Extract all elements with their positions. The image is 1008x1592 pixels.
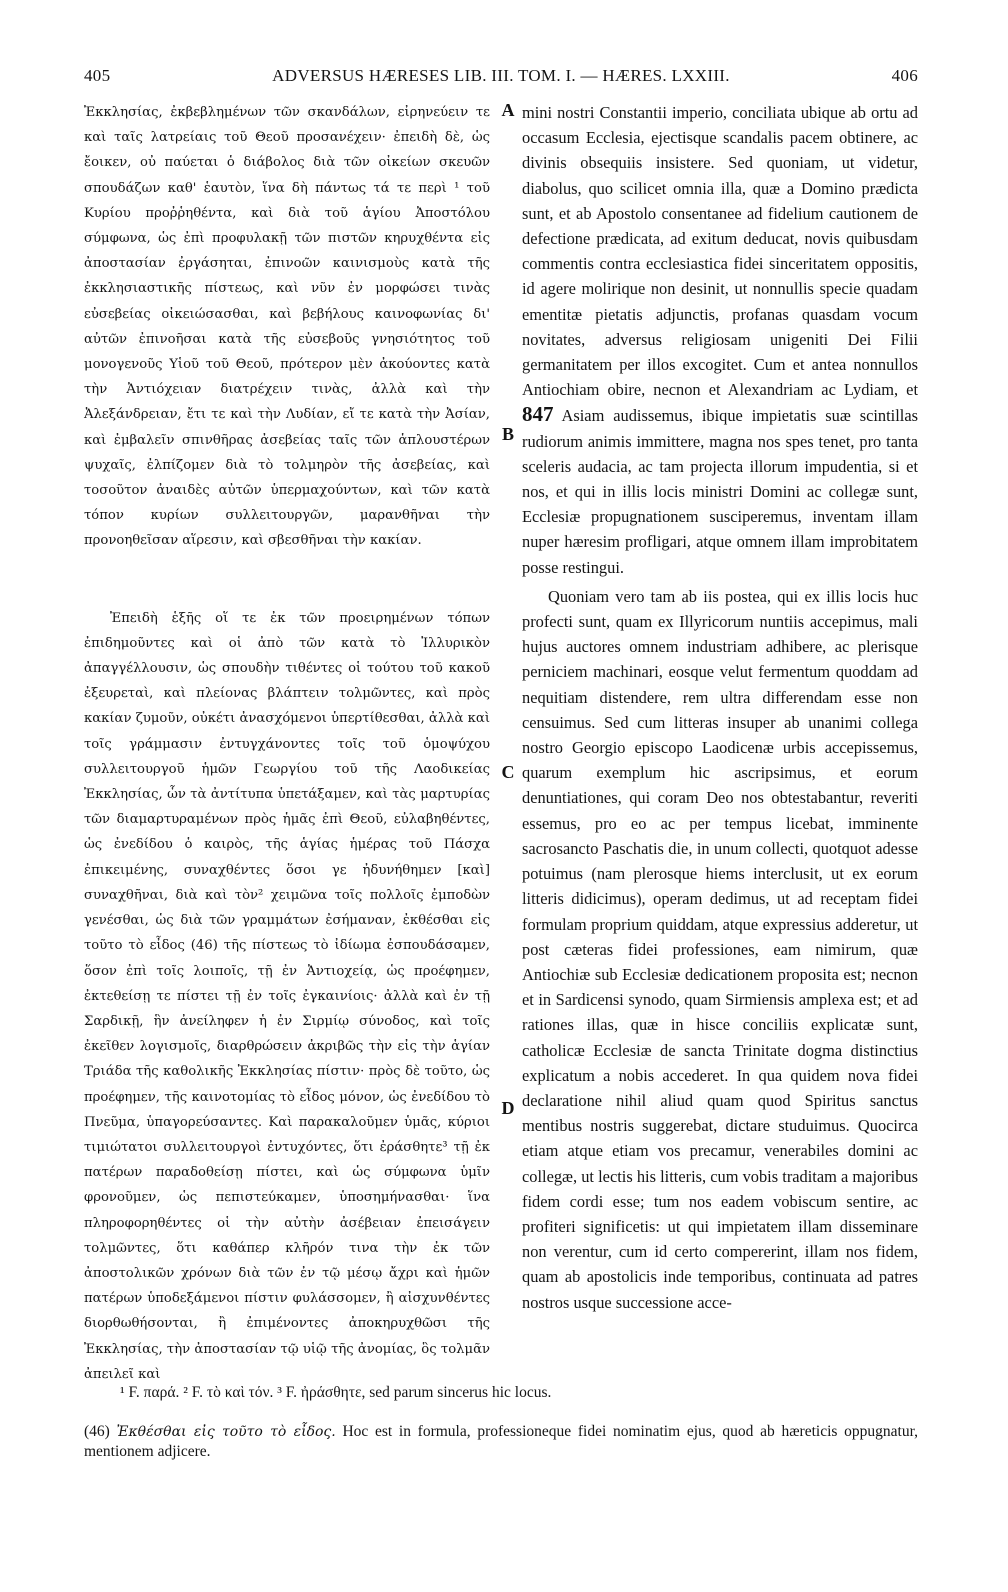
latin-paragraph-1 [522, 100, 918, 580]
page-number-left: 405 [84, 66, 111, 85]
note-text: Hoc est in formula, professioneque fidei nominatim ejus, quod ab hæreticis oppugnatur, mentionem adjicere. [84, 1423, 918, 1460]
latin-paragraph-1-start: mini nostri Constantii imperio, conciliata ubique ab ortu ad occasum Ecclesia, ejectisque scandalis pacem obtinere, ac divinis obsequiis insistere. Sed quoniam, ut videtur, diabolus, quo scilicet omnia illa, quæ a Domino prædicta sunt, et ab Apostolo consentanee ad fidelium cautionem de defectione prædicata, ad exitum deducat, novis quibusdam commentis contra ecclesiastica fidei sinceritatem oppositis, id agere molirique non desinit, ut nonnullis specie quadam ementitæ pietatis adjunctis, profanas quasdam vocum novitates, adversus religiosam unigeniti Dei Filii germanitatem per illos excogitet. Cum et antea nonnullos Antiochiam obire, necnon et Alexandriam ac Lydiam, et [522, 103, 918, 400]
editorial-note [84, 1422, 918, 1462]
section-marker-b: B [501, 424, 514, 444]
greek-column [84, 100, 490, 1387]
running-title: ADVERSUS HÆRESES LIB. III. TOM. I. — HÆRES. LXXIII. [272, 66, 730, 85]
running-header [84, 66, 918, 88]
latin-paragraph-2: Quoniam vero tam ab iis postea, qui ex illis locis huc profecti sunt, quam ex Illyricorum nuntiis accepimus, mali hujus auctores omnem industriam adhibere, ac plerisque perniciem machinari, eosque velut fermentum quoddam ad nequitiam distendere, rem ultra differendam esse non censuimus. Sed cum litteras insuper ab unanimi collega nostro Georgio episcopo Laodicenæ urbis accepissemus, quarum exemplum hic ascripsimus, et eorum denuntiationes, qui coram Deo nos obtestabantur, reveriti essemus, pro eo ac per tempus licebat, imminente sacrosancto Paschatis die, in unum collecti, quotquot adesse potuimus (nam plerosque hiems interclusit, ut ex eorum litteris didicimus), operam dedimus, ut ad receptam fidei formulam proprium quiddam, atque expressius adderetur, ut post cæteras fidei professiones, eam nimirum, quæ Antiochiæ sub Ecclesiæ dedicationem proposita est; necnon et in Sardicensi synodo, quam Sirmiensis amplexa est; et ad rationes illas, quæ in hisce conciliis explicatæ sunt, catholicæ Ecclesiæ de sancta Trinitate dogma distinctius explicatum a nobis accederet. In qua quidem nova fidei declaratione nihil aliud quam quod Spiritus sanctus mentibus nostris suggerebat, dictare studuimus. Quocirca etiam atque etiam vos precamur, venerabiles domini ac collegæ, ut lectis his litteris, cum vobis traditam a majoribus fidem cordi esse; tum nos eadem vobiscum sentire, ac profiteri significetis: ut qui impietatem illam disseminare non verentur, cum id certo compererint, illam nos fidem, quam ab apostolicis inde temporibus, continuata ad patres nostros usque successione acce- [522, 586, 918, 1312]
note-number: (46) [84, 1423, 110, 1440]
section-marker-d: D [501, 1098, 515, 1118]
section-marker-c: C [501, 762, 515, 782]
column-number: 847 [522, 402, 554, 427]
greek-paragraph-2: Ἐπειδὴ ἑξῆς οἵ τε ἐκ τῶν προειρημένων τόπων ἐπιδημοῦντες καὶ οἱ ἀπὸ τῶν κατὰ τὸ Ἰλλυρικὸν ἀπαγγέλλουσιν, ὡς σπουδὴν τιθέντες οἱ τούτου τοῦ κακοῦ ἐξευρεταὶ, καὶ πλείονας βλάπτειν τολμῶντες, καὶ πρὸς κακίαν ζυμοῦν, οὐκέτι ἀνασχόμενοι ὑπερτίθεσθαι, ἀλλὰ καὶ τοῖς γράμμασιν ἐντυγχάνοντες τοῖς τοῦ ὁμοψύχου συλλειτουργοῦ ἡμῶν Γεωργίου τοῦ τῆς Λαοδικείας Ἐκκλησίας, ὧν τὰ ἀντίτυπα ὑπετάξαμεν, καὶ τὰς μαρτυρίας τῶν διαμαρτυραμένων πρὸς ἡμᾶς ἐπὶ Θεοῦ, εὐλαβηθέντες, ὡς ἐνεδίδου ὁ καιρὸς, τῆς ἁγίας ἡμέρας τοῦ Πάσχα ἐπικειμένης, συναχθέντες ὅσοι γε ἠδυνήθημεν [καὶ] συναχθῆναι, διὰ καὶ τὸν² χειμῶνα τοῖς πολλοῖς ἐμποδὼν γενέσθαι, ὡς διὰ τῶν γραμμάτων ἐσήμαναν, ἐκθέσθαι εἰς τοῦτο τὸ εἶδος (46) τῆς πίστεως τὸ ἰδίωμα ἐσπουδάσαμεν, ὅσον ἐπὶ τοῖς λοιποῖς, τῇ ἐν Ἀντιοχείᾳ, ὡς προέφημεν, ἐκτεθείσῃ τε πίστει τῇ ἐν τοῖς ἐγκαινίοις· ἀλλὰ καὶ ἐν τῇ Σαρδικῇ, ἣν ἀνείληφεν ἡ ἐν Σιρμίῳ σύνοδος, καὶ τοῖς ἐκεῖθεν λογισμοῖς, διαρθρώσειν ἀκριβῶς τὴν εἰς τὴν ἁγίαν Τριάδα τῆς καθολικῆς Ἐκκλησίας πίστιν· πρὸς δὲ τοῦτο, ὡς προέφημεν, τῆς καινοτομίας τὸ εἶδος μόνον, ὡς ἐνεδίδου τὸ Πνεῦμα, ὑπαγορεύσαντες. Καὶ παρακαλοῦμεν ὑμᾶς, κύριοι τιμιώτατοι συλλειτουργοὶ ἐντυχόντες, ὅτι ἐράσθητε³ τῇ ἐκ πατέρων παραδοθείσῃ πίστει, καὶ ὡς σύμφωνα ὑμῖν φρονοῦμεν, ὡς πεπιστεύκαμεν, ὑποσημήνασθαι· ἵνα πληροφορηθέντες οἱ τὴν αὐτὴν ἀσέβειαν ἐπεισάγειν τολμῶντες, ὅτι καθάπερ κλῆρόν τινα τὴν ἐκ τῶν ἀποστολικῶν χρόνων διὰ τῶν ἐν τῷ μέσῳ ἄχρι καὶ ἡμῶν πατέρων ὑποδεξάμενοι πίστιν φυλάσσομεν, ἢ αἰσχυνθέντες διορθωθήσονται, ἢ ἐπιμένοντες ἀποκηρυχθῶσι τῆς Ἐκκλησίας, τὴν ἀποστασίαν τῷ υἱῷ τῆς ἀνομίας, ὃς τολμᾶν ἀπειλεῖ καὶ [84, 610, 490, 1382]
footnotes: ¹ F. παρά. ² F. τὸ καὶ τόν. ³ F. ἠράσθητε, sed parum sincerus hic locus. [120, 1384, 552, 1401]
page-number-right: 406 [891, 66, 918, 85]
latin-paragraph-1-end: Asiam audissemus, ibique impietatis suæ scintillas rudiorum animis immittere, magna nos spes tenet, pro tanta sceleris audacia, ac tam projecta illorum impudentia, si et nos, et qui in illis locis ministri Domini ac collegæ sunt, Ecclesiæ propugnationem susciperemus, inventam illam nuper hæresim profligari, atque omnem illam improbitatem posse restingui. [522, 406, 919, 577]
greek-paragraph-1: Ἐκκλησίας, ἐκβεβλημένων τῶν σκανδάλων, εἰρηνεύειν τε καὶ ταῖς λατρείαις τοῦ Θεοῦ προσανέχειν· ἐπειδὴ δὲ, ὡς ἔοικεν, οὐ παύεται ὁ διάβολος διὰ τῶν οἰκείων σκευῶν σπουδάζων καθ' ἑαυτὸν, ἵνα δὴ πάντως τά τε περὶ ¹ τοῦ Κυρίου προῤῥηθέντα, καὶ διὰ τοῦ ἁγίου Ἀποστόλου σύμφωνα, ὡς ἐπὶ προφυλακῇ τῶν πιστῶν κηρυχθέντα εἰς ἀποστασίαν ἐργάσηται, ἐπινοῶν καινισμοὺς κατὰ τῆς ἐκκλησιαστικῆς πίστεως, καὶ νῦν ἐν μορφώσει τινὰς εὐσεβείας οἰκειώσασθαι, καὶ βεβήλους καινοφωνίας δι' αὐτῶν ἐπινοῆσαι κατὰ τῆς εὐσεβοῦς γνησιότητος τοῦ μονογενοῦς Υἱοῦ τοῦ Θεοῦ, πρότερον μὲν ἀκούοντες κατὰ τὴν Ἀντιόχειαν διατρέχειν τινὰς, ἀλλὰ καὶ τὴν Ἀλεξάνδρειαν, ἔτι τε καὶ τὴν Λυδίαν, εἴ τε κατὰ τὴν Ἀσίαν, καὶ ἐμβαλεῖν σπινθῆρας ἀσεβείας ταῖς τῶν ἁπλουστέρων ψυχαῖς, ἐλπίζομεν διὰ τὸ τολμηρὸν τῆς ἀσεβείας, καὶ τοσοῦτον ἀναιδὲς αὐτῶν ὑπερμαχούντων, καὶ τῶν κατὰ τόπον κυρίων συλλειτουργῶν, μαρανθῆναι τὴν προνοηθεῖσαν αἵρεσιν, καὶ σβεσθῆναι τὴν κακίαν. [84, 105, 490, 549]
note-greek-lemma: Ἐκθέσθαι εἰς τοῦτο τὸ εἶδος. [116, 1424, 336, 1440]
latin-column [522, 100, 918, 1315]
section-marker-a: A [501, 100, 515, 120]
